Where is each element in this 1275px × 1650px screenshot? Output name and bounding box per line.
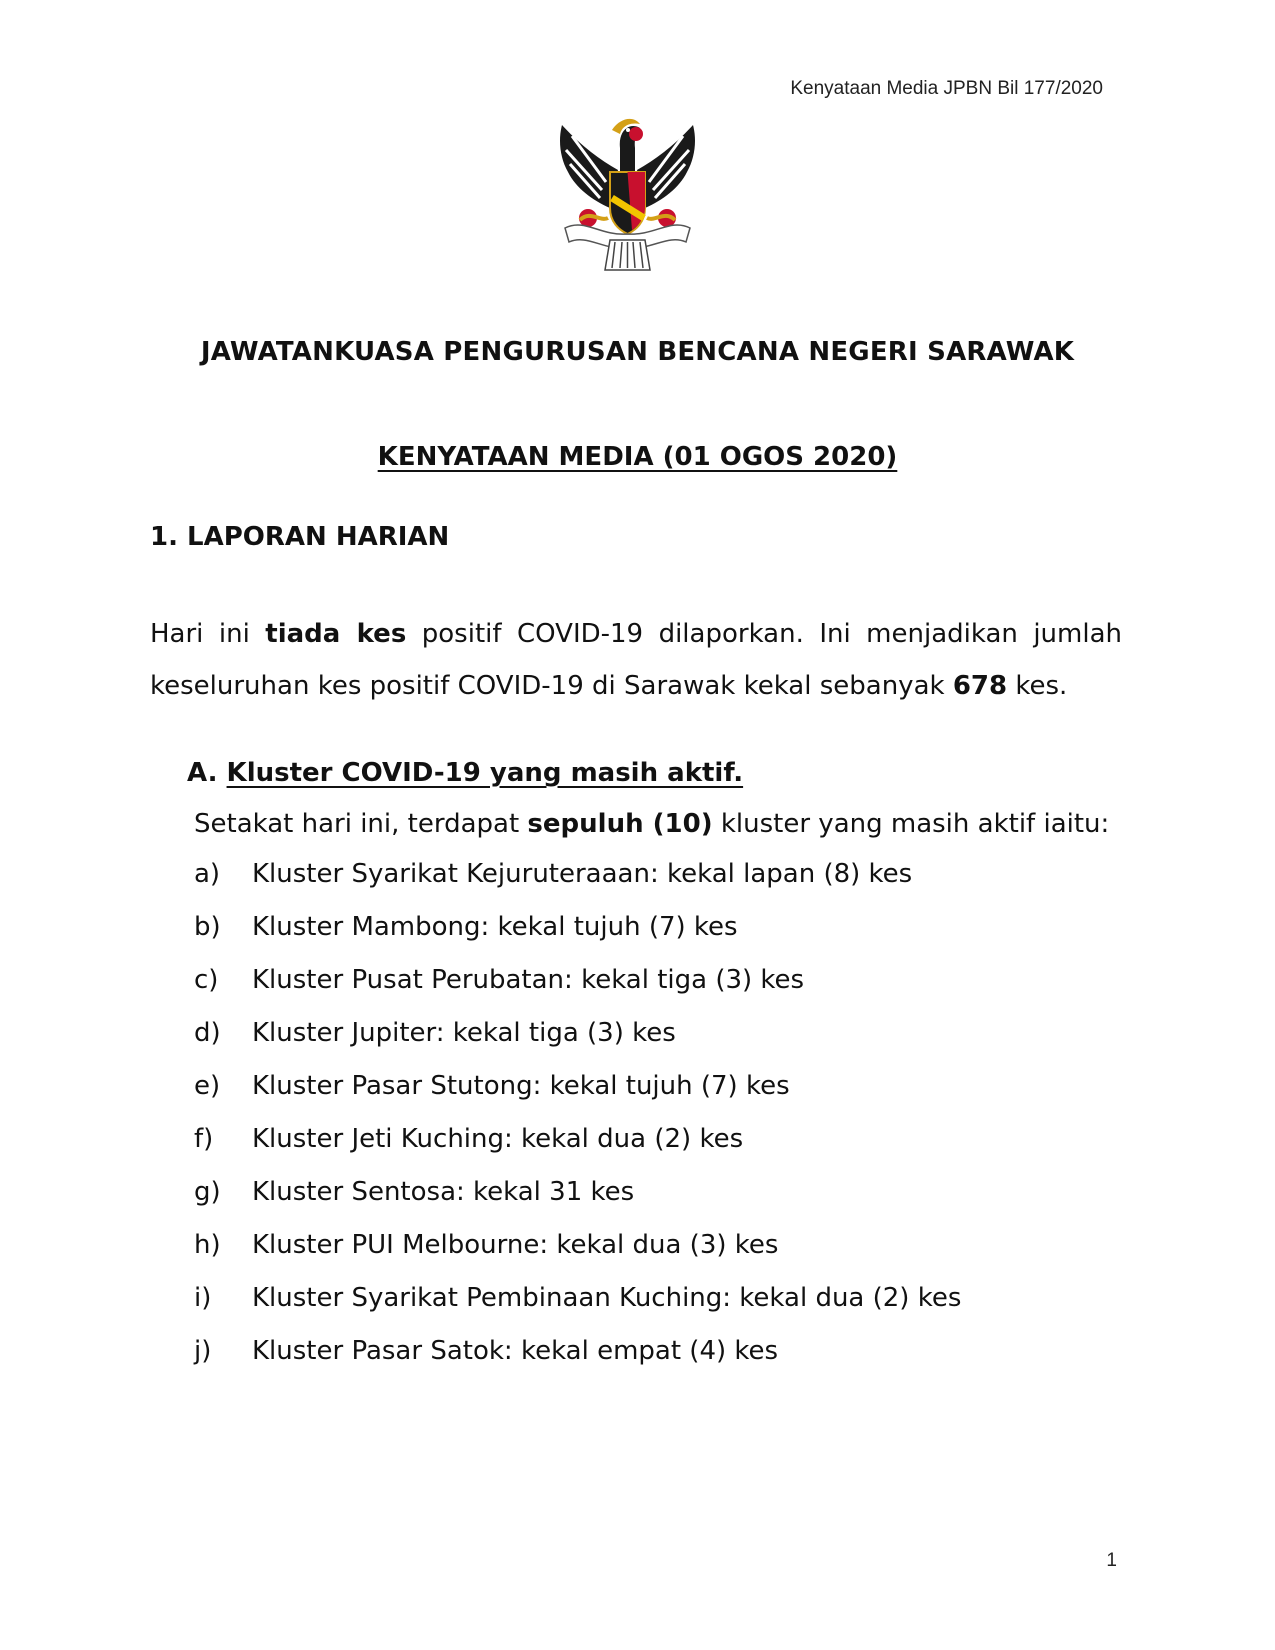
list-item: f) Kluster Jeti Kuching: kekal dua (2) kes <box>194 1124 744 1154</box>
list-item: i) Kluster Syarikat Pembinaan Kuching: kekal dua (2) kes <box>194 1283 962 1313</box>
list-item: h) Kluster PUI Melbourne: kekal dua (3) kes <box>194 1230 779 1260</box>
list-item: a) Kluster Syarikat Kejuruteraaan: kekal lapan (8) kes <box>194 859 913 889</box>
section-heading: 1. LAPORAN HARIAN <box>150 522 450 552</box>
subsection-heading: A. Kluster COVID-19 yang masih aktif. <box>187 758 744 788</box>
document-reference: Kenyataan Media JPBN Bil 177/2020 <box>790 78 1103 99</box>
list-item: e) Kluster Pasar Stutong: kekal tujuh (7) kes <box>194 1071 790 1101</box>
list-item: b) Kluster Mambong: kekal tujuh (7) kes <box>194 912 738 942</box>
daily-report-paragraph: Hari ini tiada kes positif COVID-19 dilaporkan. Ini menjadikan jumlah keseluruhan kes positif COVID-19 di Sarawak kekal sebanyak 678 kes. <box>150 619 1123 701</box>
cluster-intro: Setakat hari ini, terdapat sepuluh (10) kluster yang masih aktif iaitu: <box>194 809 1110 839</box>
list-item: c) Kluster Pusat Perubatan: kekal tiga (3) kes <box>194 965 805 995</box>
list-item: g) Kluster Sentosa: kekal 31 kes <box>194 1177 635 1207</box>
list-item: j) Kluster Pasar Satok: kekal empat (4) kes <box>194 1336 779 1366</box>
cluster-list <box>194 859 961 1389</box>
list-item: d) Kluster Jupiter: kekal tiga (3) kes <box>194 1018 676 1048</box>
organization-title: JAWATANKUASA PENGURUSAN BENCANA NEGERI SARAWAK <box>200 337 1075 367</box>
document-title: KENYATAAN MEDIA (01 OGOS 2020) <box>377 442 898 472</box>
sarawak-coat-of-arms-icon <box>540 100 715 275</box>
page-number: 1 <box>1106 1550 1117 1571</box>
